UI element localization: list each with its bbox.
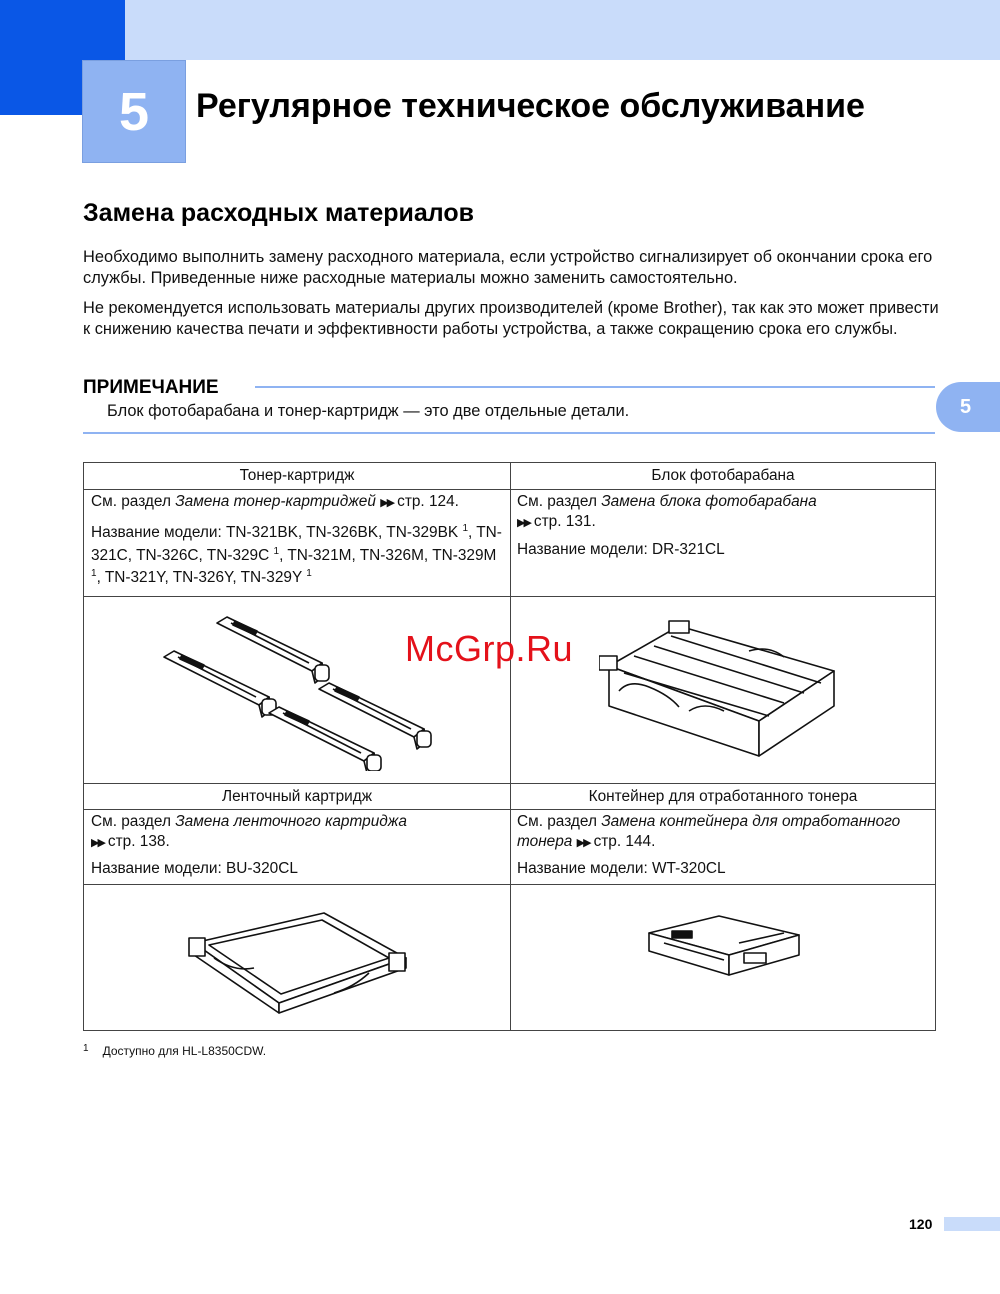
toner-models [91,522,505,590]
chapter-side-tab[interactable] [936,382,1000,432]
footnote-ref: 1 [306,568,312,579]
footnote-ref: 1 [462,523,468,534]
drum-model-value: DR-321CL [652,541,725,558]
toner-model: TN-321C [91,524,502,564]
waste-ref-link[interactable]: Замена контейнера для отработанного [601,813,901,830]
toner-model-label: Название модели: [91,524,227,541]
drum-reference [517,492,931,533]
drum-unit-illustration [599,611,839,771]
footnote-ref: 1 [273,545,280,557]
note-heading: ПРИМЕЧАНИЕ [83,377,219,398]
table-divider [84,884,935,885]
drum-model [517,540,931,560]
waste-toner-box-illustration [644,913,804,983]
chapter-number-box [82,60,186,163]
section-title: Замена расходных материалов [83,199,475,227]
table-divider-vertical [510,463,511,1030]
double-arrow-icon: ▶▶ [517,517,530,529]
toner-model: TN-329C [206,546,270,564]
waste-model [517,859,931,879]
toner-ref-prefix: См. раздел [91,493,176,510]
drum-model-label: Название модели: [517,541,653,558]
double-arrow-icon: ▶▶ [380,497,394,509]
page-number: 120 [909,1216,933,1232]
toner-model: TN-326Y [172,569,233,586]
waste-model-label: Название модели: [517,860,653,877]
header-drum: Блок фотобарабана [651,467,795,484]
toner-model: TN-329BK [386,524,459,541]
header-belt: Ленточный картридж [221,788,373,805]
page-number-bar [944,1217,1000,1231]
note-rule-bottom [83,432,935,434]
drum-ref-page: стр. 131. [533,513,596,530]
double-arrow-icon: ▶▶ [576,837,590,849]
table-divider [84,489,935,490]
belt-model-label: Название модели: [91,860,227,877]
belt-ref-prefix: См. раздел [91,813,176,830]
footnote-mark: 1 [83,1043,89,1054]
toner-ref-page: стр. 124. [397,493,459,510]
toner-model: TN-321BK [226,524,298,541]
drum-ref-link[interactable]: Замена блока фотобарабана [601,493,817,510]
waste-ref-link-cont[interactable]: тонера [517,833,573,850]
waste-ref-page: стр. 144. [593,833,656,850]
paragraph-warning: Не рекомендуется использовать материалы других производителей (кроме Brother), так как это может привести к снижению качества печати и эффективности работы устройства, а также сокращению срока его службы. [83,299,939,338]
watermark: McGrp.Ru [405,628,574,669]
consumables-table [83,462,936,1031]
toner-ref-link[interactable]: Замена тонер-картриджей [175,493,376,510]
belt-model [91,859,505,879]
toner-cartridges-illustration [159,611,434,771]
footnote-ref: 1 [91,568,97,579]
header-waste: Контейнер для отработанного тонера [588,788,858,805]
chapter-title: Регулярное техническое обслуживание [196,87,865,125]
toner-model: TN-329Y [240,569,302,586]
toner-model: TN-326C [136,546,199,564]
waste-model-value: WT-320CL [652,860,726,877]
table-divider [84,596,935,597]
chapter-side-tab-label: 5 [960,396,972,418]
header-band [125,0,1000,60]
header-toner: Тонер-картридж [239,467,355,484]
belt-reference [91,812,505,853]
toner-model: TN-321M [287,546,352,564]
toner-reference [91,492,505,513]
footnote [83,1042,266,1062]
chapter-number: 5 [118,82,150,142]
note-text: Блок фотобарабана и тонер-картридж — это две отдельные детали. [107,402,630,420]
belt-model-value: BU-320CL [226,860,298,877]
double-arrow-icon: ▶▶ [91,837,104,849]
toner-model: TN-326BK [306,524,379,541]
drum-ref-prefix: См. раздел [517,493,602,510]
note-rule-top [255,386,935,388]
waste-ref-prefix: См. раздел [517,813,602,830]
toner-model: TN-326M [359,546,424,564]
waste-reference [517,812,931,853]
belt-unit-illustration [184,908,414,1018]
belt-ref-page: стр. 138. [107,833,170,850]
paragraph-intro: Необходимо выполнить замену расходного материала, если устройство сигнализирует об окончании срока его службы. Приведенные ниже расходные материалы можно заменить самостоятельно. [83,248,933,287]
footnote-text: Доступно для HL-L8350CDW. [102,1044,267,1058]
toner-model-list: TN-321BK, TN-326BK, TN-329BK $^1$, TN-321C, TN-326C, TN-329C $^1$, TN-321M, TN-326M, TN-329M $^1$, TN-321Y, TN-326Y, TN-329Y $^1$ [91,523,502,586]
toner-model: TN-321Y [104,569,165,586]
belt-ref-link[interactable]: Замена ленточного картриджа [175,813,407,830]
toner-model: TN-329M [432,546,497,564]
